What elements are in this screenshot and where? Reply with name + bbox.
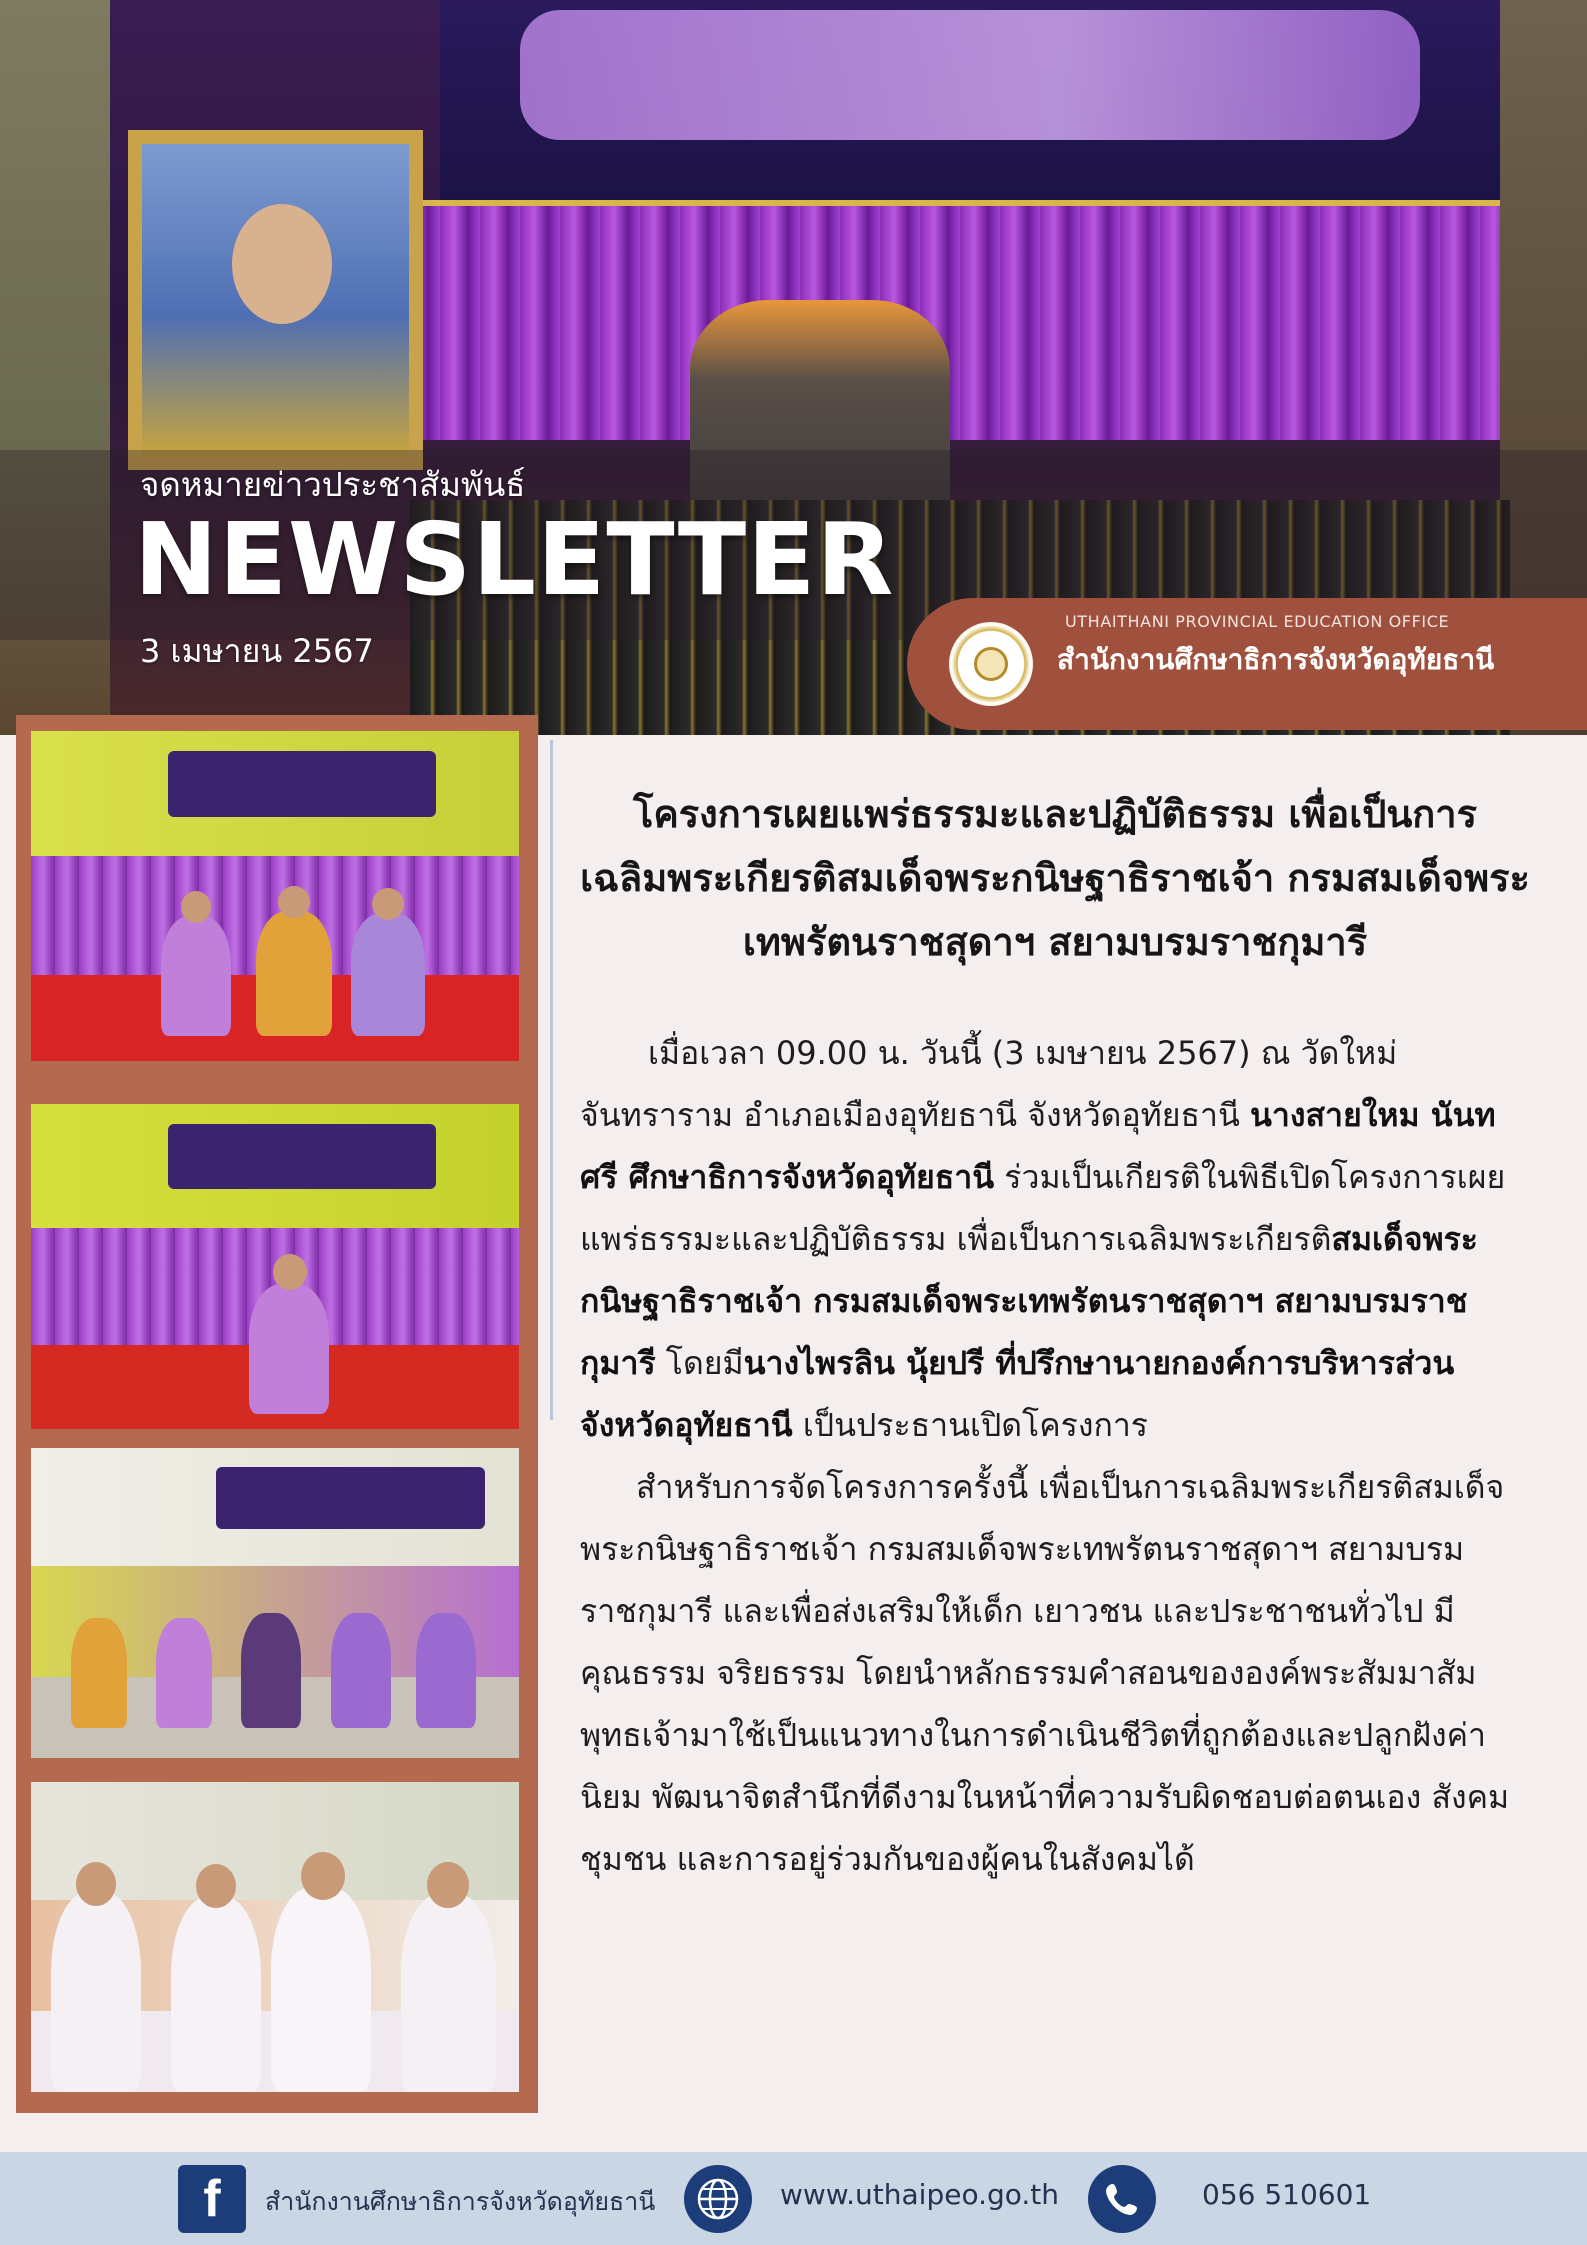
- office-seal-center: [974, 647, 1008, 681]
- office-badge: [907, 598, 1587, 730]
- globe-icon[interactable]: [684, 2165, 752, 2233]
- hero-banner-ribbon: [520, 10, 1420, 140]
- photo-banner: [216, 1467, 484, 1529]
- office-name-en: UTHAITHANI PROVINCIAL EDUCATION OFFICE: [1065, 612, 1450, 631]
- event-photo: [31, 1104, 519, 1429]
- photo-person-head: [372, 888, 404, 920]
- newsletter-title: NEWSLETTER: [134, 501, 895, 618]
- facebook-icon[interactable]: f: [178, 2165, 246, 2233]
- photo-novice: [271, 1887, 371, 2092]
- event-photo: [31, 731, 519, 1061]
- photo-novice: [171, 1897, 261, 2092]
- office-name-th: สำนักงานศึกษาธิการจังหวัดอุทัยธานี: [1057, 643, 1495, 676]
- photo-novice: [51, 1892, 141, 2092]
- office-seal-icon: [949, 622, 1033, 706]
- photo-person-head: [181, 891, 211, 923]
- photo-person: [351, 913, 425, 1036]
- p1-chair-name: นางไพรลิน นุ้ยปรี ที่ปรึกษานายกองค์การบริหารส่วนจังหวัดอุทัยธานี: [580, 1344, 1455, 1444]
- photo-person: [331, 1613, 391, 1728]
- photo-person: [161, 916, 231, 1036]
- article-paragraph-1: [580, 1022, 1520, 1456]
- phone-icon-svg: [1102, 2179, 1142, 2219]
- phone-icon[interactable]: [1088, 2165, 1156, 2233]
- website-link[interactable]: www.uthaipeo.go.th: [780, 2178, 1060, 2211]
- hero-banner-image: [0, 0, 1587, 735]
- newsletter-date: 3 เมษายน 2567: [140, 632, 374, 670]
- column-divider: [550, 740, 553, 1420]
- photo-person: [249, 1284, 329, 1414]
- photo-person-head: [278, 886, 310, 918]
- photo-novice-head: [427, 1862, 469, 1908]
- phone-number[interactable]: 056 510601: [1202, 2178, 1372, 2211]
- photo-banner: [168, 1124, 436, 1189]
- photo-novice-head: [76, 1862, 116, 1906]
- hero-purple-drape: [360, 200, 1587, 440]
- p1-text: เป็นประธานเปิดโครงการ: [792, 1406, 1148, 1444]
- photo-person-head: [273, 1254, 307, 1290]
- photo-novice: [401, 1894, 496, 2092]
- newsletter-subtitle: จดหมายข่าวประชาสัมพันธ์: [140, 465, 526, 504]
- photo-person: [256, 911, 332, 1036]
- photo-person: [416, 1613, 476, 1728]
- photo-gallery: [16, 715, 538, 2113]
- photo-banner: [168, 751, 436, 817]
- p1-text: ร่วมเป็นเกียรติในพิธีเปิดโครงการเผยแพร่ธรรมะและปฏิบัติธรรม เพื่อเป็นการเฉลิมพระเกียรติ: [580, 1158, 1506, 1258]
- hero-portrait-frame: [128, 130, 423, 470]
- event-photo: [31, 1782, 519, 2092]
- photo-person: [71, 1618, 127, 1728]
- article-heading: โครงการเผยแพร่ธรรมะและปฏิบัติธรรม เพื่อเป็นการเฉลิมพระเกียรติสมเด็จพระกนิษฐาธิราชเจ้า กรมสมเด็จพระเทพรัตนราชสุดาฯ สยามบรมราชกุมารี: [580, 792, 1530, 964]
- photo-person: [156, 1618, 212, 1728]
- p1-royal-title: สมเด็จพระกนิษฐาธิราชเจ้า กรมสมเด็จพระเทพรัตนราชสุดาฯ สยามบรมราชกุมารี: [580, 1220, 1478, 1382]
- photo-novice-head: [196, 1864, 236, 1908]
- footer-contact-bar: [0, 2152, 1587, 2245]
- p1-person-name: นางสายใหม นันทศรี ศึกษาธิการจังหวัดอุทัยธานี: [580, 1096, 1496, 1196]
- article-paragraph-2: สำหรับการจัดโครงการครั้งนี้ เพื่อเป็นการเฉลิมพระเกียรติสมเด็จพระกนิษฐาธิราชเจ้า กรมสมเด็จพระเทพรัตนราชสุดาฯ สยามบรมราชกุมารี และเพื่อส่งเสริมให้เด็ก เยาวชน และประชาชนทั่วไป มีคุณธรรม จริยธรรม โดยนำหลักธรรมคำสอนขององค์พระสัมมาสัมพุทธเจ้ามาใช้เป็นแนวทางในการดำเนินชีวิตที่ถูกต้องและปลูกฝังค่านิยม พัฒนาจิตสำนึกที่ดีงามในหน้าที่ความรับผิดชอบต่อตนเอง สังคม ชุมชน และการอยู่ร่วมกันของผู้คนในสังคมได้: [580, 1468, 1510, 1878]
- p1-text: เมื่อเวลา 09.00 น. วันนี้ (3 เมษายน 2567) ณ วัดใหม่จันทราราม อำเภอเมืองอุทัยธานี จังหวัดอุทัยธานี: [580, 1034, 1398, 1134]
- photo-person: [241, 1613, 301, 1728]
- portrait-face: [232, 204, 332, 324]
- event-photo: [31, 1448, 519, 1758]
- photo-novice-head: [301, 1852, 345, 1900]
- p1-text: โดยมี: [655, 1344, 744, 1382]
- facebook-page-name[interactable]: สำนักงานศึกษาธิการจังหวัดอุทัยธานี: [265, 2187, 656, 2216]
- article-body: [580, 1022, 1520, 1890]
- globe-icon-svg: [695, 2176, 741, 2222]
